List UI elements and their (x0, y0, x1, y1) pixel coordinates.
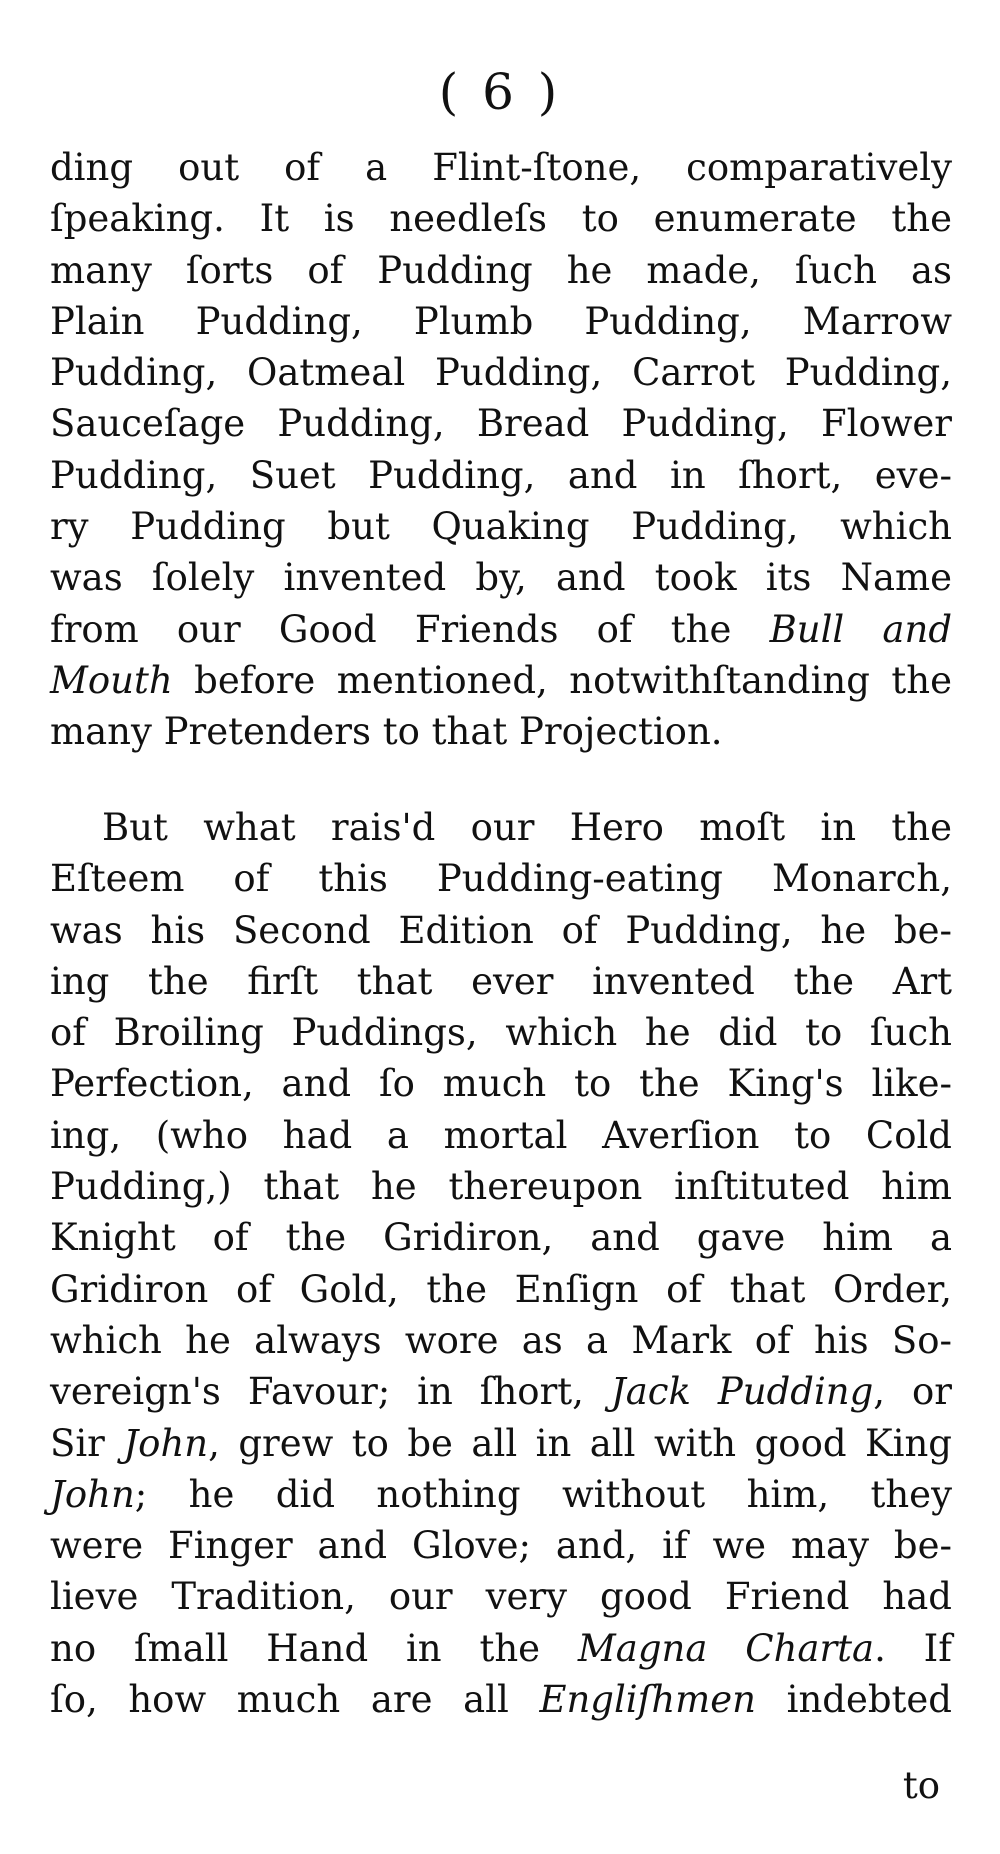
text-segment: vereign's Favour; in ſhort, (50, 1370, 584, 1414)
text-line: was his Second Edition of Pudding, he be- (50, 908, 952, 952)
text-line: ing, (who had a mortal Averſion to Cold (50, 1113, 952, 1157)
text-line: lieve Tradition, our very good Friend had (50, 1575, 952, 1619)
text-line (50, 1623, 952, 1674)
text-line (50, 1418, 952, 1469)
text-line: But what rais'd our Hero moſt in the (102, 806, 952, 849)
text-segment: no ſmall Hand in the (50, 1626, 541, 1670)
text-segment: ſo, how much are all (50, 1678, 509, 1722)
page-number: ( 6 ) (438, 63, 562, 121)
paragraph-1 (50, 142, 952, 758)
text-line: Plain Pudding, Plumb Pudding, Marrow (50, 299, 952, 343)
italic-segment: Engliſhmen (539, 1678, 756, 1722)
text-line: Eſteem of this Pudding-eating Monarch, (50, 857, 952, 901)
text-line (50, 604, 952, 655)
text-segment: from our Good Friends of the (50, 607, 732, 651)
text-line: Pudding, Suet Pudding, and in ſhort, eve- (50, 453, 952, 497)
text-line: many Pretenders to that Projection. (50, 710, 723, 754)
text-line: Pudding, Oatmeal Pudding, Carrot Pudding, (50, 351, 952, 395)
italic-segment: Magna Charta (577, 1626, 875, 1670)
text-line: Pudding,) that he thereupon inſtituted him (50, 1165, 952, 1209)
text-line: many ſorts of Pudding he made, ſuch as (50, 248, 952, 292)
text-line: Gridiron of Gold, the Enſign of that Order, (50, 1267, 952, 1311)
text-line: of Broiling Puddings, which he did to ſuch (50, 1011, 952, 1055)
text-line: ding out of a Flint-ſtone, comparatively (50, 146, 952, 189)
text-line: which he always wore as a Mark of his So- (50, 1318, 952, 1362)
text-segment: ; he did nothing without him, they (134, 1472, 952, 1516)
italic-segment: John (123, 1421, 209, 1465)
text-line: was ſolely invented by, and took its Name (50, 556, 952, 600)
italic-segment: John (50, 1472, 135, 1516)
text-line (50, 655, 952, 706)
paragraph-2 (50, 802, 952, 1725)
text-line (50, 1366, 952, 1417)
text-segment: , grew to be all in all with good King (208, 1421, 952, 1465)
text-line: Perfection, and ſo much to the King's like- (50, 1062, 952, 1106)
text-segment: before mentioned, notwithſtanding the (172, 658, 952, 702)
text-line: ſpeaking. It is needleſs to enumerate the (50, 197, 952, 241)
text-segment: , or (873, 1370, 952, 1414)
italic-segment: Mouth (50, 658, 173, 702)
text-line: were Finger and Glove; and, if we may be- (50, 1524, 952, 1568)
text-line: Sauceſage Pudding, Bread Pudding, Flower (50, 402, 952, 446)
text-line: ing the firſt that ever invented the Art (50, 959, 952, 1003)
text-segment: indebted (755, 1678, 952, 1722)
text-line (50, 1674, 952, 1725)
text-segment: . If (874, 1626, 952, 1670)
text-line (50, 1469, 952, 1520)
text-line: ry Pudding but Quaking Pudding, which (50, 505, 952, 549)
italic-segment: Bull and (769, 607, 952, 651)
text-line: Knight of the Gridiron, and gave him a (50, 1216, 952, 1260)
catchword: to (902, 1764, 940, 1807)
italic-segment: Jack Pudding (610, 1370, 874, 1414)
text-segment: Sir (50, 1421, 105, 1465)
